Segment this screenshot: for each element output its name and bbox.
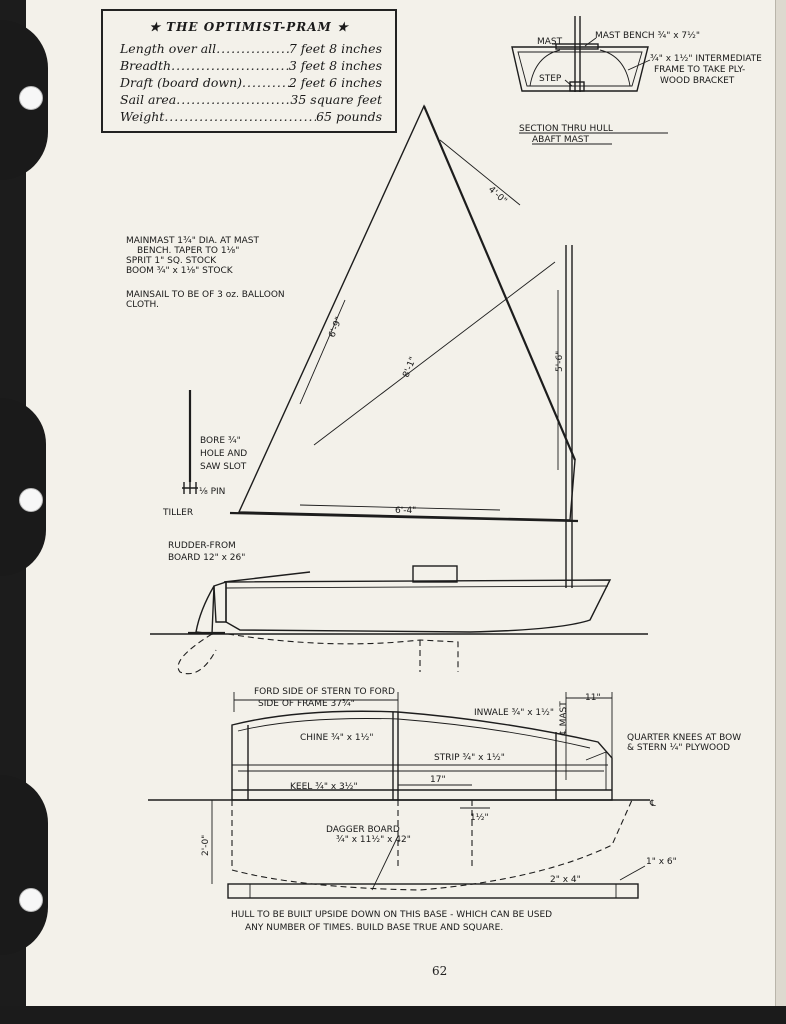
section-title-2: ABAFT MAST (532, 135, 589, 145)
label-inwale: INWALE ¾" x 1½" (474, 708, 555, 718)
note-sail-2: CLOTH. (126, 300, 160, 310)
note-mainmast-1: MAINMAST 1¾" DIA. AT MAST (126, 236, 260, 246)
sail-plan (230, 106, 578, 588)
dim-luff: 6'-9" (327, 315, 345, 340)
tiller-detail (162, 390, 247, 518)
section-step (570, 82, 584, 91)
spec-value: 65 pounds (316, 109, 382, 124)
dim-leech: 5'-6" (555, 350, 565, 372)
tiller-fork (182, 482, 198, 494)
base-note-1: HULL TO BE BUILT UPSIDE DOWN ON THIS BASE - WHICH CAN BE USED (231, 910, 553, 920)
section-label-frame-2: FRAME TO TAKE PLY- (654, 65, 746, 75)
mast-bench-box (413, 566, 457, 582)
daggerboard-outline (228, 634, 458, 672)
dim-11: 11" (585, 693, 601, 703)
transom (214, 582, 226, 622)
dim-2ft: 2'-0" (201, 834, 211, 856)
section-label-mast-bench: MAST BENCH ¾" x 7½" (595, 31, 700, 41)
sprit (424, 106, 575, 460)
section-label-frame-3: WOOD BRACKET (660, 76, 735, 86)
tiller-label: TILLER (163, 508, 194, 518)
mainsail (239, 106, 575, 520)
tiller-bore-3: SAW SLOT (200, 462, 247, 472)
spec-title: ★ THE OPTIMIST-PRAM ★ (149, 20, 349, 34)
fwd-dim-label-2: SIDE OF FRAME 37¾" (258, 699, 355, 709)
section-title-1: SECTION THRU HULL (519, 124, 613, 134)
rudder-note-1: RUDDER-FROM (168, 541, 236, 551)
hull-frame-outline (232, 711, 612, 800)
spec-label: Length over all (120, 41, 217, 56)
note-mainmast-2: BENCH. TAPER TO 1⅛" (137, 246, 240, 256)
note-boom: BOOM ¾" x 1⅛" STOCK (126, 266, 233, 276)
fwd-dim-label-1: FORD SIDE OF STERN TO FORD (254, 687, 395, 697)
label-dagger-2: ¾" x 11½" x 42" (336, 835, 411, 845)
building-base (228, 884, 638, 898)
tiller-pin: ⅛ PIN (199, 487, 226, 497)
tiller-bore-1: BORE ¾" (200, 436, 241, 446)
label-strip: STRIP ¾" x 1½" (434, 753, 505, 763)
sail-diagonal (314, 262, 555, 445)
rudder (196, 586, 214, 634)
section-thru-hull (512, 16, 762, 145)
dim-2x4: 2" x 4" (550, 875, 581, 885)
dim-head: 4'-0" (485, 184, 509, 207)
spec-value: 3 feet 8 inches (288, 58, 382, 73)
rudder-note-2: BOARD 12" x 26" (168, 553, 246, 563)
spec-label: Draft (board down) (120, 75, 243, 90)
spec-label: Sail area (120, 92, 177, 107)
note-sail-1: MAINSAIL TO BE OF 3 oz. BALLOON (126, 290, 285, 300)
sheer-line (226, 586, 608, 588)
section-label-mast: MAST (537, 37, 563, 47)
dim-1-half: 1½" (470, 813, 489, 823)
inwale (238, 719, 590, 749)
page-number: 62 (432, 964, 448, 978)
label-knees-2: & STERN ¼" PLYWOOD (627, 743, 731, 753)
label-chine: CHINE ¾" x 1½" (300, 733, 374, 743)
centerline-symbol: ℄ (650, 799, 656, 809)
spec-value: 2 feet 6 inches (288, 75, 382, 90)
spec-value: 7 feet 8 inches (288, 41, 382, 56)
label-mast-cl: ℄ MAST (559, 701, 569, 735)
rigging-notes (126, 236, 285, 310)
luff-dim-line (300, 300, 345, 404)
section-label-step: STEP (539, 74, 562, 84)
dim-foot: 6'-4" (395, 506, 417, 516)
rudder-swing (178, 634, 216, 674)
hull-elevation (150, 566, 648, 674)
spec-label: Weight (120, 109, 165, 124)
label-knees-1: QUARTER KNEES AT BOW (627, 733, 742, 743)
label-keel: KEEL ¾" x 3½" (290, 782, 358, 792)
construction-plan (148, 687, 741, 933)
spec-value: 35 square feet (290, 92, 382, 107)
base-note-2: ANY NUMBER OF TIMES. BUILD BASE TRUE AND SQUARE. (245, 923, 504, 933)
tiller-bore-2: HOLE AND (200, 449, 248, 459)
tiller-on-boat (224, 572, 310, 582)
section-label-frame-1: ¾" x 1½" INTERMEDIATE (650, 54, 762, 64)
dim-diagonal: 8'-1" (401, 355, 419, 380)
dim-1x6: 1" x 6" (646, 857, 677, 867)
spec-label: Breadth (120, 58, 172, 73)
note-sprit: SPRIT 1" SQ. STOCK (126, 256, 217, 266)
label-dagger-1: DAGGER BOARD (326, 825, 400, 835)
dim-17: 17" (430, 775, 446, 785)
